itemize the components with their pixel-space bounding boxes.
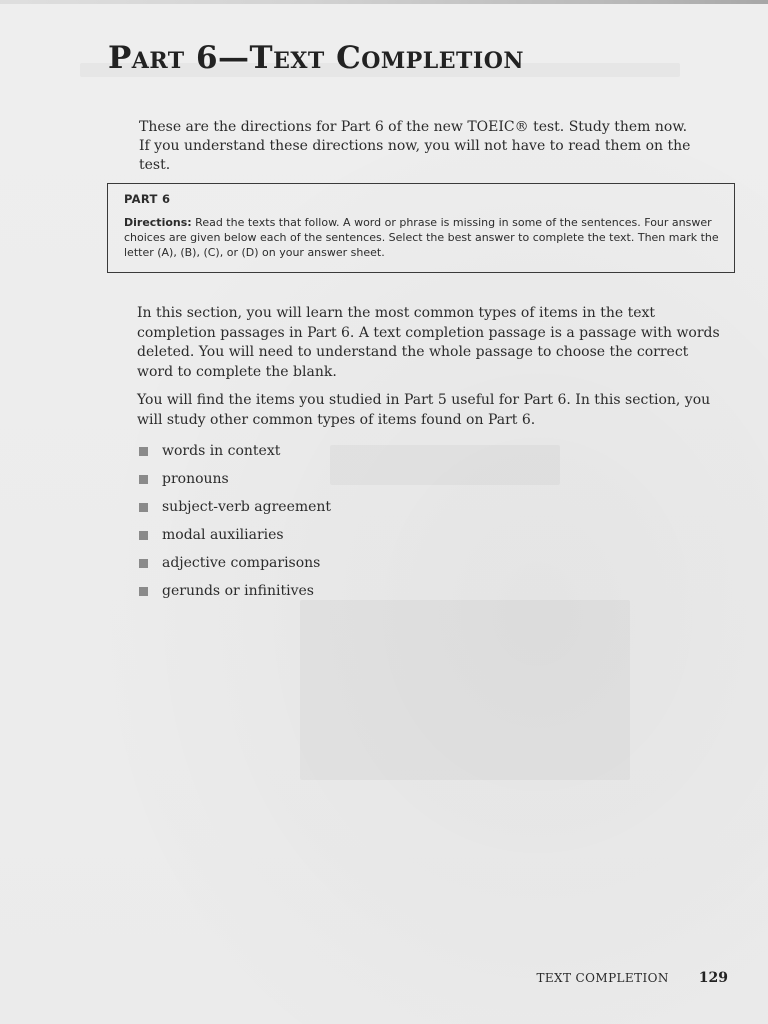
show-through [330, 445, 560, 485]
show-through [300, 600, 630, 780]
directions-heading: PART 6 [124, 192, 171, 206]
topic-label: gerunds or infinitives [162, 583, 314, 599]
square-bullet-icon [139, 475, 148, 484]
list-item [137, 577, 331, 605]
list-item [137, 493, 331, 521]
directions-lead: Directions: [124, 216, 192, 229]
topic-label: subject-verb agreement [162, 499, 332, 515]
topic-list [137, 437, 331, 605]
square-bullet-icon [139, 587, 148, 596]
section-paragraph: You will find the items you studied in Part 5 useful for Part 6. In this section, you will study other common types of items found on Part 6. [137, 392, 711, 428]
square-bullet-icon [139, 559, 148, 568]
page-top-edge [0, 0, 768, 4]
square-bullet-icon [139, 531, 148, 540]
page-title: Part 6—Text Completion [108, 40, 524, 76]
directions-text [124, 215, 724, 260]
page-footer [536, 970, 728, 986]
topic-label: pronouns [162, 471, 229, 487]
topic-label: modal auxiliaries [162, 527, 284, 543]
section-paragraph: In this section, you will learn the most common types of items in the text completion passages in Part 6. A text completion passage is a passage with words deleted. You will need to understand the whole passage to choose the correct word to complete the blank. [137, 305, 720, 380]
intro-text: These are the directions for Part 6 of the new TOEIC® test. Study them now. If you understand these directions now, you will not have to read them on the test. [139, 119, 691, 173]
square-bullet-icon [139, 447, 148, 456]
directions-body: Read the texts that follow. A word or phrase is missing in some of the sentences. Four answer choices are given below each of the sentences. Select the best answer to complete the text. Then mark the letter (A), (B), (C), or (D) on your answer sheet. [124, 216, 719, 259]
list-item [137, 521, 331, 549]
footer-section-label: TEXT COMPLETION [536, 971, 669, 985]
topic-label: words in context [162, 443, 281, 459]
list-item [137, 437, 331, 465]
square-bullet-icon [139, 503, 148, 512]
page-number: 129 [698, 970, 728, 986]
list-item [137, 549, 331, 577]
list-item [137, 465, 331, 493]
directions-box [107, 183, 735, 273]
topic-label: adjective comparisons [162, 555, 321, 571]
